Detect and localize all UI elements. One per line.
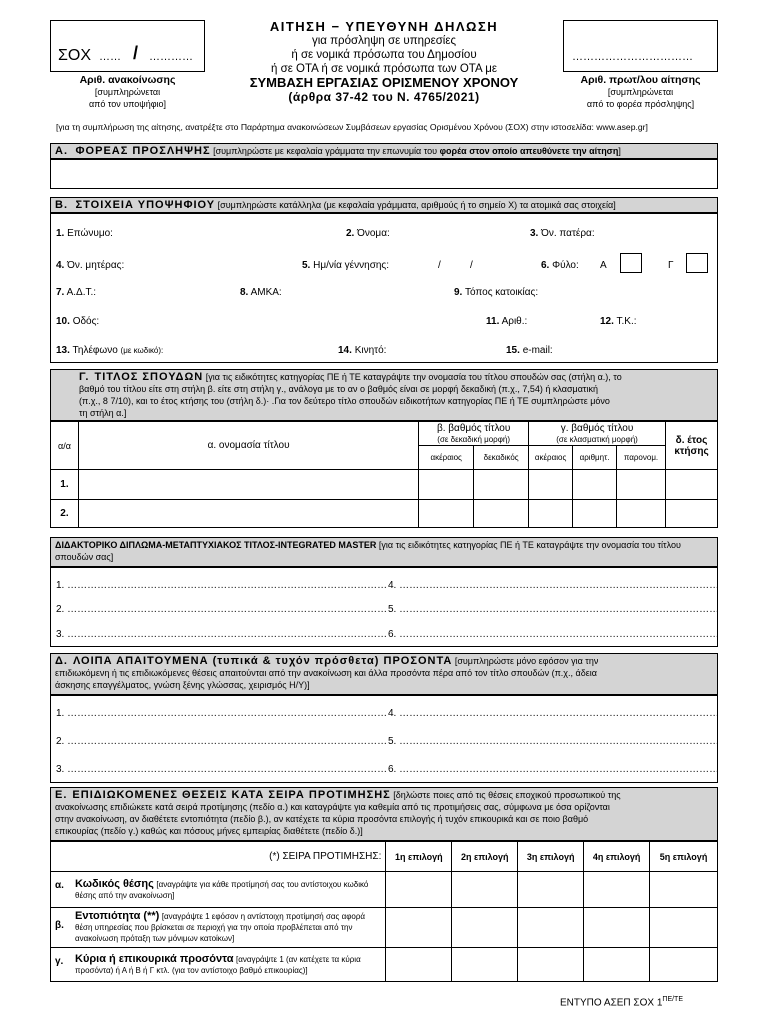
pref-1: 1η επιλογή xyxy=(386,842,452,872)
pref-4: 4η επιλογή xyxy=(584,842,650,872)
section-a-header: Α. ΦΟΡΕΑΣ ΠΡΟΣΛΗΨΗΣ [συμπληρώστε με κεφαλαία γράμματα την επωνυμία του φορέα στον οποίο απευθύνετε την αίτηση] xyxy=(50,143,718,159)
qual-line-5[interactable]: 5. …………………………………………………………………………………… xyxy=(388,736,720,747)
amka-label[interactable]: 8. ΑΜΚΑ: xyxy=(240,287,282,298)
gender-female-checkbox[interactable] xyxy=(686,253,708,273)
phd-line-1[interactable]: 1. …………………………………………………………………………………… xyxy=(56,580,388,591)
title-main: ΑΙΤΗΣΗ − ΥΠΕΥΘΥΝΗ ΔΗΛΩΣΗ xyxy=(269,19,499,34)
pref-3: 3η επιλογή xyxy=(518,842,584,872)
first-name-label[interactable]: 2. Όνομα: xyxy=(346,228,390,239)
gender-male-label: Α xyxy=(600,260,607,271)
section-phd-header: ΔΙΔΑΚΤΟΡΙΚΟ ΔΙΠΛΩΜΑ-ΜΕΤΑΠΤΥΧΙΑΚΟΣ ΤΙΤΛΟΣ-INTEGRATED MASTER [για τις ειδικότητες κατηγορίας ΠΕ ή ΤΕ καταγράψτε την ονομασία του τίτλου σπουδών σας] xyxy=(50,537,718,567)
gender-female-label: Γ xyxy=(668,260,674,271)
gender-male-checkbox[interactable] xyxy=(620,253,642,273)
table-row: 2. xyxy=(51,500,718,528)
col-b-decimal: δεκαδικός xyxy=(474,446,529,470)
col-g-denominator: παρονομ. xyxy=(617,446,666,470)
instructions-note: [για τη συμπλήρωση της αίτησης, ανατρέξτε στο Παράρτημα ανακοινώσεων Συμβάσεων εργασίας Ορισμένου Χρόνου (ΣΟΧ) στην ιστοσελίδα: www.asep.gr] xyxy=(56,122,648,132)
phd-line-4[interactable]: 4. …………………………………………………………………………………… xyxy=(388,580,720,591)
id-card-label[interactable]: 7. Α.Δ.Τ.: xyxy=(56,287,97,298)
table-row xyxy=(51,872,718,908)
gender-label: 6. Φύλο: xyxy=(541,260,579,271)
col-g-numerator: αριθμητ. xyxy=(573,446,617,470)
residence-label[interactable]: 9. Τόπος κατοικίας: xyxy=(454,287,539,298)
col-year: δ. έτος κτήσης xyxy=(665,422,717,470)
birth-date-sep-2: / xyxy=(470,260,473,271)
col-aa: α/α xyxy=(51,422,79,470)
pref-2: 2η επιλογή xyxy=(452,842,518,872)
locality-row: β. Εντοπιότητα (**) [αναγράψτε 1 εφόσον η αντίστοιχη προτίμησή σας αφορά θέση υπηρεσίας που βρίσκεται σε περιοχή για την οποία προβλέπεται από την ανακοίνωση πρόταξη των μόνιμων κατοίκων] xyxy=(51,908,386,948)
preferences-table xyxy=(50,841,718,982)
sox-dots-1: …… xyxy=(99,51,121,63)
qualifications-row: γ. Κύρια ή επικουρικά προσόντα [αναγράψτε 1 (αν κατέχετε τα κύρια προσόντα) ή Α ή Β ή Γ κτλ. (για τον αντίστοιχο βαθμό επικουρίας)] xyxy=(51,948,386,982)
announcement-number-box[interactable] xyxy=(50,20,205,72)
phone-label[interactable]: 13. Τηλέφωνο (με κωδικό): xyxy=(56,345,164,356)
sox-slash: / xyxy=(133,43,139,63)
phd-line-5[interactable]: 5. …………………………………………………………………………………… xyxy=(388,604,720,615)
postal-code-label[interactable]: 12. Τ.Κ.: xyxy=(600,316,637,327)
qual-line-4[interactable]: 4. …………………………………………………………………………………… xyxy=(388,708,720,719)
title-cell-1[interactable] xyxy=(78,470,418,500)
father-name-label[interactable]: 3. Όν. πατέρα: xyxy=(530,228,595,239)
mobile-label[interactable]: 14. Κινητό: xyxy=(338,345,387,356)
section-g-header: Γ. ΤΙΤΛΟΣ ΣΠΟΥΔΩΝ [για τις ειδικότητες κατηγορίας ΠΕ ή ΤΕ καταγράψτε την ονομασία του τίτλου σπουδών σας (στήλη α.), το βαθμό του τίτλου είτε στη στήλη β. είτε στη στήλη γ., ανάλογα με το αν ο βαθμός είναι σε μορφή δεκαδική (π.χ., 7,54) ή κλασματική (π.χ., 8 7/10), και το έτος κτήσης του (στήλη δ.)· .Για τον δεύτερο τίτλο σπουδών ειδικοτήτων κατηγορίας ΠΕ ή ΤΕ συμπληρώστε μόνο τη στήλη α.] xyxy=(50,369,718,421)
birth-date-sep-1: / xyxy=(438,260,441,271)
street-number-label[interactable]: 11. Αριθ.: xyxy=(486,316,528,327)
qual-line-3[interactable]: 3. …………………………………………………………………………………… xyxy=(56,764,388,775)
form-title: ΑΙΤΗΣΗ − ΥΠΕΥΘΥΝΗ ΔΗΛΩΣΗ για πρόσληψη σε υπηρεσίες ή σε νομικά πρόσωπα του Δημοσίου ή σε ΟΤΑ ή σε νομικά πρόσωπα των ΟΤΑ με ΣΥΜΒΑΣΗ ΕΡΓΑΣΙΑΣ ΟΡΙΣΜΕΝΟΥ ΧΡΟΝΟΥ (άρθρα 37-42 του Ν. 4765/2021) xyxy=(210,20,558,104)
col-b-integer: ακέραιος xyxy=(419,446,474,470)
protocol-caption: Αριθ. πρωτ/λου αίτησης [συμπληρώνεται από το φορέα πρόσληψης] xyxy=(580,74,701,109)
form-code: ΕΝΤΥΠΟ ΑΣΕΠ ΣΟΧ $1^{\Pi E/TE}$ xyxy=(560,996,684,1009)
col-g-integer: ακέραιος xyxy=(529,446,573,470)
qual-line-2[interactable]: 2. …………………………………………………………………………………… xyxy=(56,736,388,747)
phd-line-2[interactable]: 2. …………………………………………………………………………………… xyxy=(56,604,388,615)
section-e-header: Ε. ΕΠΙΔΙΩΚΟΜΕΝΕΣ ΘΕΣΕΙΣ ΚΑΤΑ ΣΕΙΡΑ ΠΡΟΤΙΜΗΣΗΣ [δηλώστε ποιες από τις θέσεις εποχικού προσωπικού της ανακοίνωσης επιδιώκετε κατά σειρά προτίμησης (πεδίο α.) και καταγράψτε για καθεμία από τις προτιμήσεις σας, σύμφωνα με όσα ορίζονται στην ανακοίνωση, αν διαθέτετε εντοπιότητα (πεδίο β.), αν κατέχετε τα κύρια προσόντα επιλογής ή τυχόν επικουρικά και σε ποιο βαθμό επικουρίας (πεδίο γ.) καθώς και πόσους μήνες εμπειρίας διαθέτετε (πεδίο δ.)] xyxy=(50,787,718,841)
sox-dots-2: ………… xyxy=(149,51,193,63)
pref-order-label: (*) ΣΕΙΡΑ ΠΡΟΤΙΜΗΣΗΣ: xyxy=(51,842,386,872)
phd-line-6[interactable]: 6. …………………………………………………………………………………… xyxy=(388,629,720,640)
degrees-table xyxy=(50,421,718,528)
table-row xyxy=(51,908,718,948)
protocol-number-box[interactable] xyxy=(563,20,718,72)
table-row xyxy=(51,948,718,982)
sox-label: ΣΟΧ xyxy=(58,47,92,64)
surname-label[interactable]: 1. Επώνυμο: xyxy=(56,228,113,239)
section-d-header: Δ. ΛΟΙΠΑ ΑΠΑΙΤΟΥΜΕΝΑ (τυπικά & τυχόν πρόσθετα) ΠΡΟΣΟΝΤΑ [συμπληρώστε μόνο εφόσον για την επιδιωκόμενη ή τις επιδιωκόμενες θέσεις απαιτούνται από την ανακοίνωση και άλλα προσόντα πέρα από τον τίτλο σπουδών (π.χ., άδεια άσκησης επαγγέλματος, γνώση ξένης γλώσσας, χειρισμός Η/Υ)] xyxy=(50,653,718,695)
email-label[interactable]: 15. e-mail: xyxy=(506,345,553,356)
col-decimal-grade: β. βαθμός τίτλου (σε δεκαδική μορφή) xyxy=(419,422,529,446)
birth-date-label[interactable]: 5. Ημ/νία γέννησης: xyxy=(302,260,390,271)
pref-5: 5η επιλογή xyxy=(650,842,718,872)
col-title-name: α. ονομασία τίτλου xyxy=(78,422,418,470)
announcement-caption: Αριθ. ανακοίνωσης [συμπληρώνεται από τον υποψήφιο] xyxy=(79,74,176,109)
table-row: 1. xyxy=(51,470,718,500)
phd-line-3[interactable]: 3. …………………………………………………………………………………… xyxy=(56,629,388,640)
section-b-header: Β. ΣΤΟΙΧΕΙΑ ΥΠΟΨΗΦΙΟΥ [συμπληρώστε κατάλληλα (με κεφαλαία γράμματα, αριθμούς ή το σημείο Χ) τα ατομικά σας στοιχεία] xyxy=(50,197,718,213)
street-label[interactable]: 10. Οδός: xyxy=(56,316,100,327)
col-fraction-grade: γ. βαθμός τίτλου (σε κλασματική μορφή) xyxy=(529,422,666,446)
qual-line-6[interactable]: 6. …………………………………………………………………………………… xyxy=(388,764,720,775)
qual-line-1[interactable]: 1. …………………………………………………………………………………… xyxy=(56,708,388,719)
employer-name-field[interactable] xyxy=(50,159,718,189)
title-cell-2[interactable] xyxy=(78,500,418,528)
position-code-row: α. Κωδικός θέσης [αναγράψτε για κάθε προτίμησή σας του αντίστοιχου κωδικό θέσης από την ανακοίνωση] xyxy=(51,872,386,908)
mother-name-label[interactable]: 4. Όν. μητέρας: xyxy=(56,260,125,271)
protocol-dots: …………………………… xyxy=(572,51,693,63)
